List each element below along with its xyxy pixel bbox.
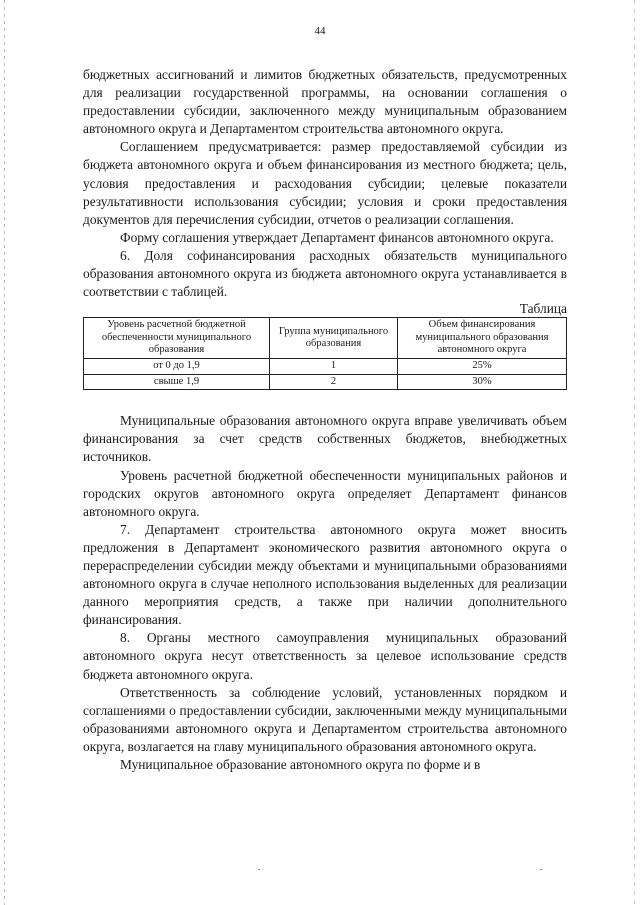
- table-cell: 1: [270, 359, 398, 375]
- table-header-cell: Объем финансирования муниципального образования автономного округа: [398, 318, 567, 359]
- paragraph: Соглашением предусматривается: размер предоставляемой субсидии из бюджета автономного округа и объем финансирования из местного бюджета; цель, условия предоставления и расходования субсидии; целевые показатели результативности использования субсидии; условия и сроки предоставления документов для перечисления субсидии, отчетов о реализации соглашения.: [83, 139, 567, 227]
- scan-speck: .: [258, 862, 261, 872]
- table-cell: 2: [270, 374, 398, 390]
- paragraph: Форму соглашения утверждает Департамент финансов автономного округа.: [120, 229, 554, 245]
- paragraph: 7. Департамент строительства автономного округа может вносить предложения в Департамент экономического развития автономного округа о перераспределении субсидии между объектами и муниципальными образованиями автономного округа в случае неполного использования выделенных для реализации данного мероприятия средств, а также при наличии дополнительного финансирования.: [83, 521, 567, 628]
- document-body: [83, 66, 567, 774]
- table-header-row: [84, 318, 567, 359]
- scan-speck: .: [540, 862, 543, 872]
- table-cell: свыше 1,9: [84, 374, 270, 390]
- paragraph: 8. Органы местного самоуправления муниципальных образований автономного округа несут ответственность за целевое использование средств бюджета автономного округа.: [83, 630, 567, 682]
- paragraph: Муниципальное образование автономного округа по форме и в: [120, 757, 481, 772]
- paragraph: Муниципальные образования автономного округа вправе увеличивать объем финансирования за счет средств собственных бюджетов, внебюджетных источников.: [83, 413, 567, 465]
- table-caption: Таблица: [519, 301, 567, 317]
- scan-edge-right: [634, 0, 635, 905]
- table-cell: от 0 до 1,9: [84, 359, 270, 375]
- table-header-cell: Группа муниципального образования: [270, 318, 398, 359]
- paragraph: бюджетных ассигнований и лимитов бюджетных обязательств, предусмотренных для реализации государственной программы, на основании соглашения о предоставлении субсидии, заключенного между муниципальным образованием автономного округа и Департаментом строительства автономного округа.: [83, 67, 567, 137]
- table-cell: 25%: [398, 359, 567, 375]
- table-header-cell: Уровень расчетной бюджетной обеспеченности муниципального образования: [84, 318, 270, 359]
- table-row: [84, 359, 567, 375]
- paragraph: 6. Доля софинансирования расходных обязательств муниципального образования автономного округа из бюджета автономного округа устанавливается в соответствии с таблицей.: [83, 247, 567, 300]
- cofinancing-table: [83, 317, 567, 390]
- paragraph: Уровень расчетной бюджетной обеспеченности муниципальных районов и городских округов автономного округа определяет Департамент финансов автономного округа.: [83, 467, 567, 519]
- paragraph: Ответственность за соблюдение условий, установленных порядком и соглашениями о предоставлении субсидии, заключенными между муниципальными образованиями автономного округа и Департаментом строительства автономного округа, возлагается на главу муниципального образования автономного округа.: [83, 684, 567, 754]
- page-number: 44: [314, 25, 326, 37]
- scan-edge-left: [4, 0, 5, 905]
- table-cell: 30%: [398, 374, 567, 390]
- table-row: [84, 374, 567, 390]
